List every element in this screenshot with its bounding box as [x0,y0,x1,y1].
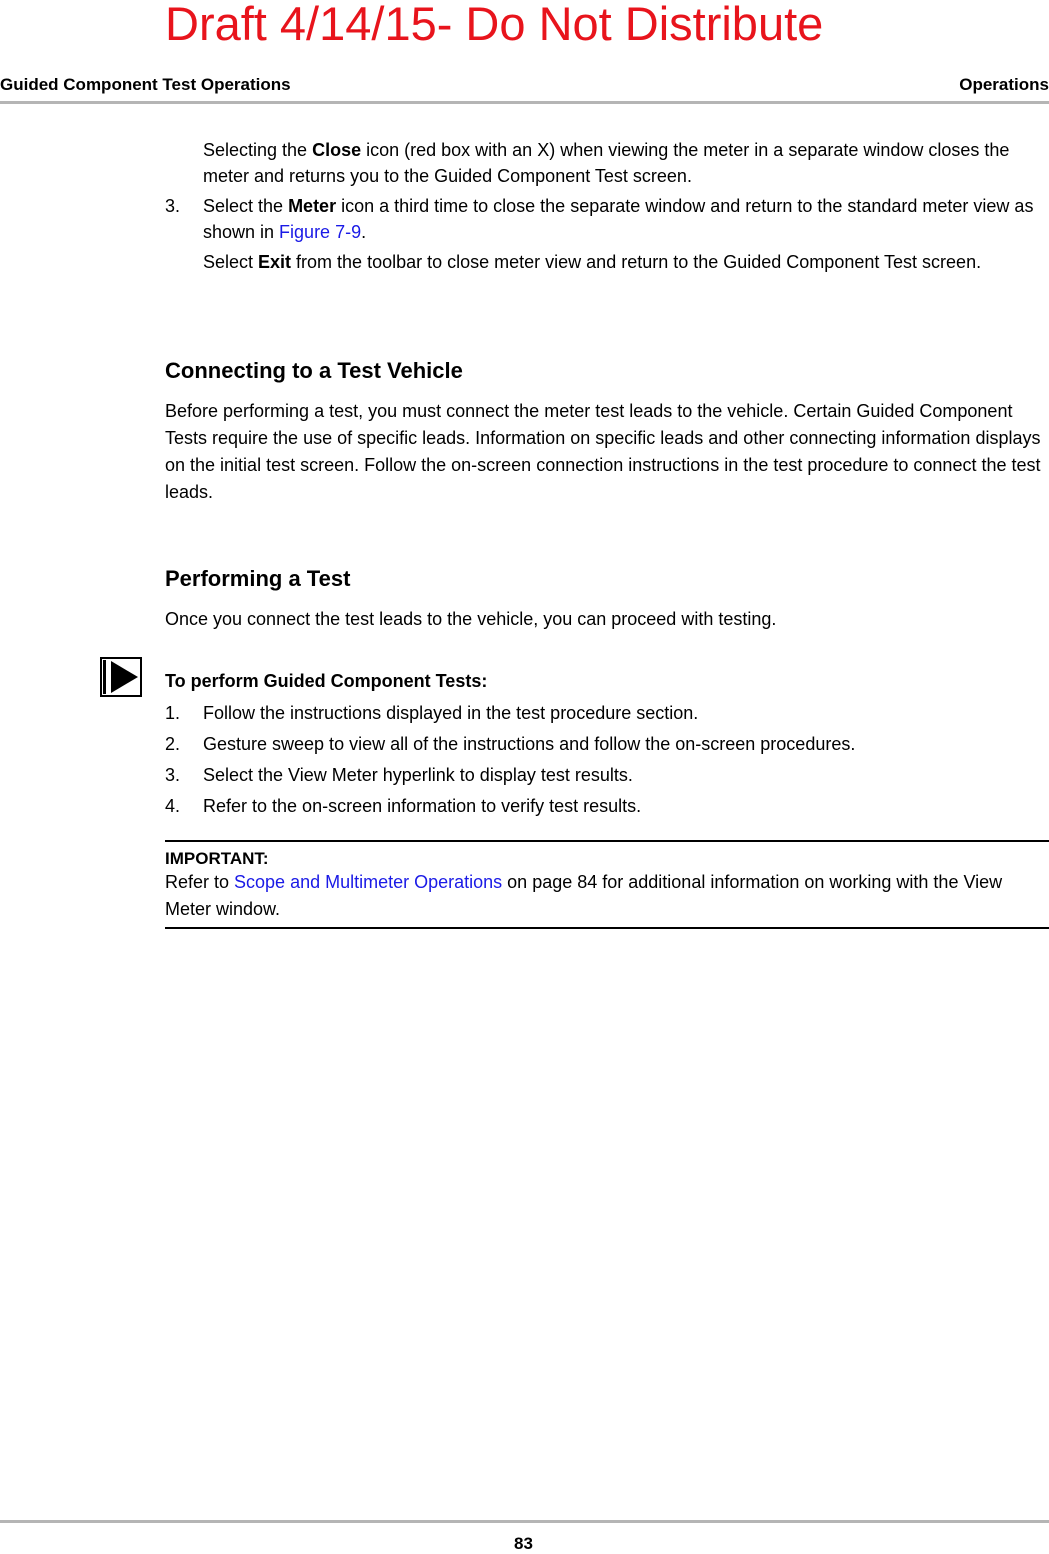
draft-watermark: Draft 4/14/15- Do Not Distribute [165,0,824,50]
procedure-step-3: Select the View Meter hyperlink to display test results. [203,765,633,785]
header-chapter-title: Operations [959,75,1049,94]
step-number: 4. [165,796,181,816]
figure-7-9-link[interactable]: Figure 7-9 [279,222,362,242]
close-icon-paragraph: Selecting the Close icon (red box with an X) when viewing the meter in a separate window closes the meter and returns you to the Guided Component Test screen. [203,140,1010,186]
procedure-step-4: Refer to the on-screen information to verify test results. [203,796,642,816]
page-number: 83 [514,1534,533,1553]
step-number: 1. [165,703,181,723]
procedure-arrow-icon [100,657,142,697]
procedure-title: To perform Guided Component Tests: [165,671,488,691]
important-top-rule [165,840,1049,842]
performing-heading: Performing a Test [165,566,351,591]
important-bottom-rule [165,927,1049,929]
step-number: 3. [165,765,181,785]
step-number: 3. [165,196,181,216]
header-section-title: Guided Component Test Operations [0,75,291,94]
exit-paragraph: Select Exit from the toolbar to close meter view and return to the Guided Component Test screen. [203,252,982,272]
connecting-heading: Connecting to a Test Vehicle [165,358,463,383]
connecting-body: Before performing a test, you must connect the meter test leads to the vehicle. Certain Guided Component Tests require the use of specific leads. Information on specific leads and other connecting information displays on the initial test screen. Follow the on-screen connection instructions in the test procedure to connect the test leads. [165,401,1041,502]
important-title: IMPORTANT: [165,849,269,868]
procedure-step-1: Follow the instructions displayed in the test procedure section. [203,703,699,723]
procedure-step-2: Gesture sweep to view all of the instructions and follow the on-screen procedures. [203,734,856,754]
performing-body: Once you connect the test leads to the vehicle, you can proceed with testing. [165,609,777,629]
footer-rule [0,1520,1049,1523]
exit-term: Exit [258,252,292,272]
step-number: 2. [165,734,181,754]
step-3-text: Select the Meter icon a third time to close the separate window and return to the standard meter view as shown in Figure 7-9. [203,196,1034,242]
meter-term: Meter [288,196,337,216]
close-term: Close [312,140,362,160]
scope-multimeter-link[interactable]: Scope and Multimeter Operations [234,872,503,892]
important-body: Refer to Scope and Multimeter Operations on page 84 for additional information on working with the View Meter window. [165,872,1003,919]
header-rule [0,101,1049,104]
